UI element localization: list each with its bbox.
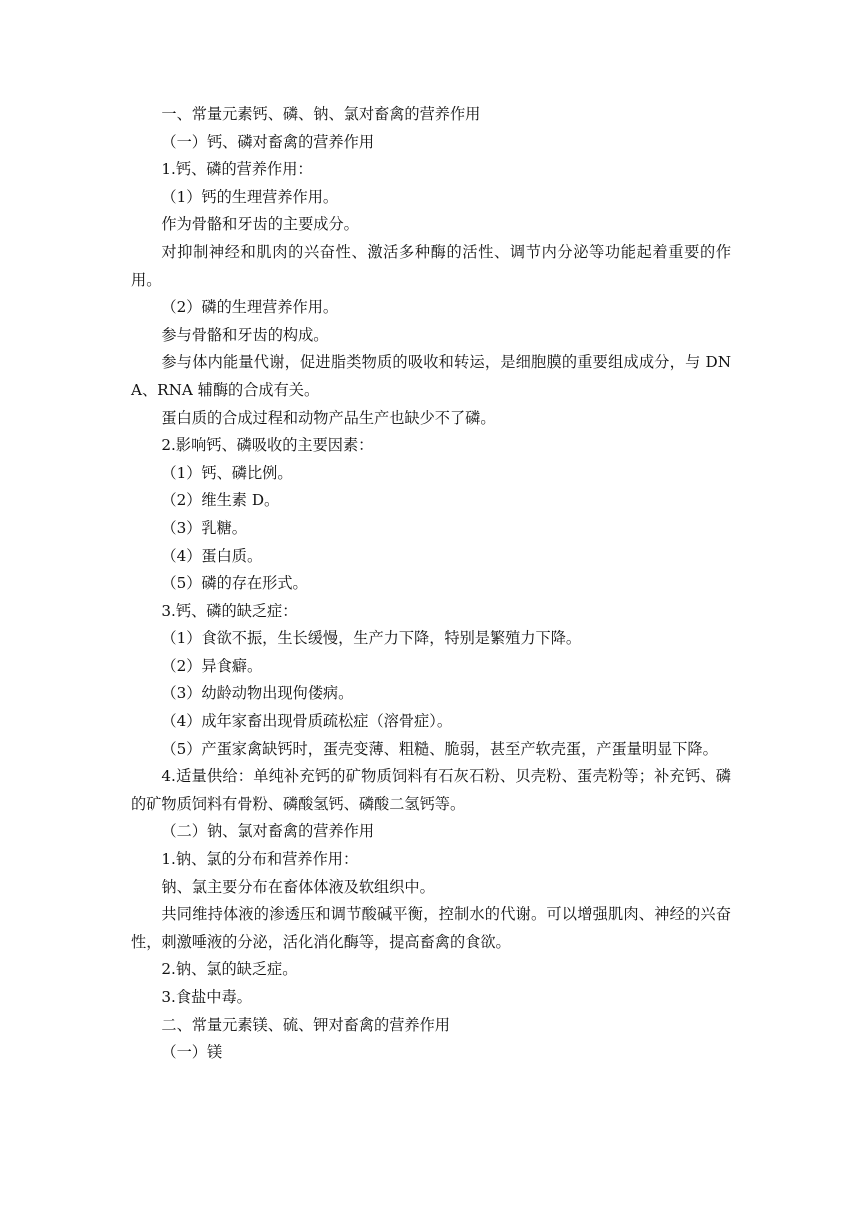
document-body [131,101,731,1067]
subsection-heading-sodium-chlorine: （二）钠、氯对畜禽的营养作用 [161,822,375,841]
item-heading-deficiency: 2.钠、氯的缺乏症。 [161,960,298,979]
list-item: （5）磷的存在形式。 [161,574,308,593]
body-paragraph: 蛋白质的合成过程和动物产品生产也缺少不了磷。 [161,408,496,427]
body-paragraph: 参与体内能量代谢，促进脂类物质的吸收和转运，是细胞膜的重要组成成分，与 DNA、RNA 辅酶的合成有关。 [131,353,731,399]
list-item: （1）食欲不振，生长缓慢，生产力下降，特别是繁殖力下降。 [161,629,582,648]
sub-item-calcium-role: （1）钙的生理营养作用。 [161,187,339,206]
item-heading-supply: 4.适量供给：单纯补充钙的矿物质饲料有石灰石粉、贝壳粉、蛋壳粉等；补充钙、磷的矿物质饲料有骨粉、磷酸氢钙、磷酸二氢钙等。 [131,767,731,813]
list-item: （1）钙、磷比例。 [161,463,293,482]
item-heading-nutrition-role: 1.钙、磷的营养作用： [161,160,313,179]
list-item: （5）产蛋家禽缺钙时，蛋壳变薄、粗糙、脆弱，甚至产软壳蛋，产蛋量明显下降。 [161,739,718,758]
body-paragraph: 作为骨骼和牙齿的主要成分。 [161,215,359,234]
section-heading-2: 二、常量元素镁、硫、钾对畜禽的营养作用 [161,1015,450,1034]
list-item: （2）维生素 D。 [161,491,280,510]
subsection-heading-calcium-phosphorus: （一）钙、磷对畜禽的营养作用 [161,132,375,151]
body-paragraph: 钠、氯主要分布在畜体体液及软组织中。 [161,877,435,896]
item-heading-deficiency: 3.钙、磷的缺乏症： [161,601,298,620]
item-heading-salt-poisoning: 3.食盐中毒。 [161,988,252,1006]
list-item: （4）蛋白质。 [161,546,263,565]
sub-item-phosphorus-role: （2）磷的生理营养作用。 [161,298,339,317]
body-paragraph: 共同维持体液的渗透压和调节酸碱平衡，控制水的代谢。可以增强肌肉、神经的兴奋性，刺激唾液的分泌，活化消化酶等，提高畜禽的食欲。 [131,905,731,951]
item-heading-absorption-factors: 2.影响钙、磷吸收的主要因素： [161,436,374,455]
body-paragraph: 参与骨骼和牙齿的构成。 [161,325,329,344]
body-paragraph: 对抑制神经和肌肉的兴奋性、激活多种酶的活性、调节内分泌等功能起着重要的作用。 [131,242,731,289]
list-item: （3）幼龄动物出现佝偻病。 [161,684,354,703]
subsection-heading-magnesium: （一）镁 [161,1043,223,1062]
section-heading-1: 一、常量元素钙、磷、钠、氯对畜禽的营养作用 [161,105,481,123]
list-item: （4）成年家畜出现骨质疏松症（溶骨症）。 [161,712,453,731]
list-item: （2）异食癖。 [161,656,263,675]
item-heading-distribution: 1.钠、氯的分布和营养作用： [161,850,359,869]
list-item: （3）乳糖。 [161,518,247,537]
